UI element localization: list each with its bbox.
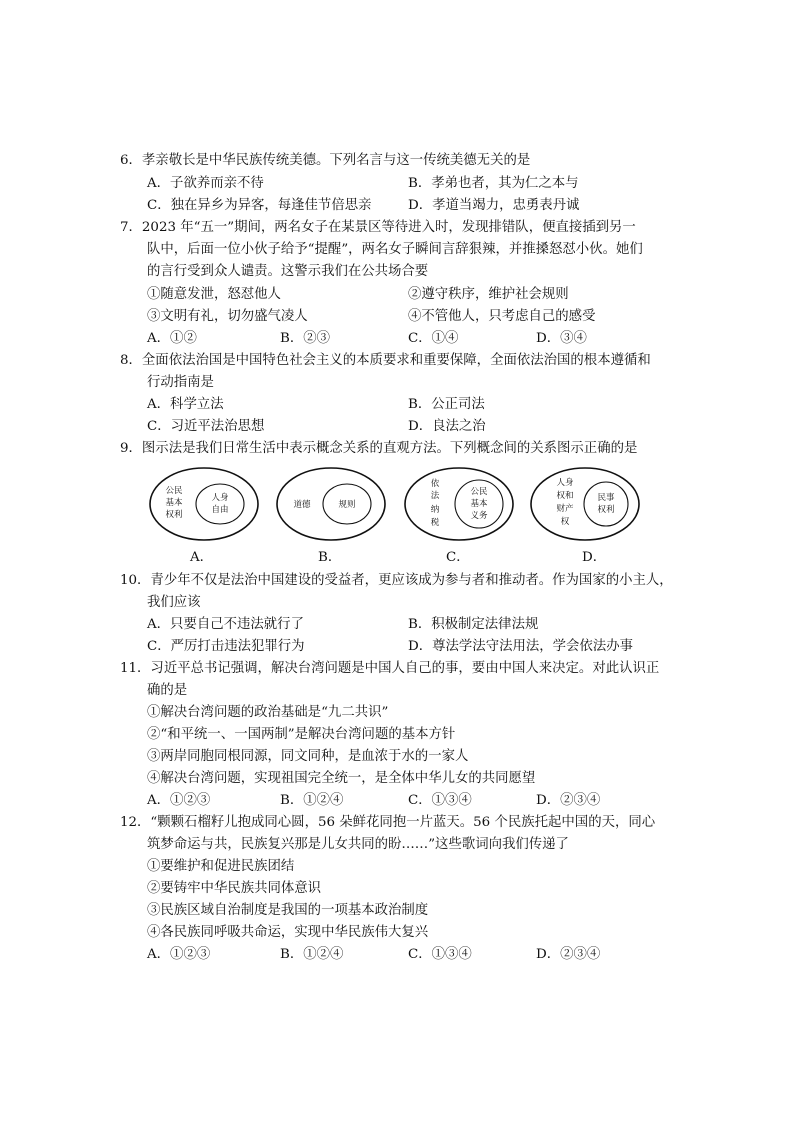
diagram-a-inner-ellipse: [196, 484, 244, 524]
question-10-stem-line-1: 10．青少年不仅是法治中国建设的受益者，更应该成为参与者和推动者。作为国家的小主人，: [120, 573, 673, 588]
question-10-stem-line-2: 我们应该: [147, 595, 201, 610]
question-7-option-d: D．③④: [536, 331, 587, 346]
question-11-option-b: B．①②④: [280, 793, 344, 808]
question-7-option-c: C．①④: [408, 331, 459, 346]
question-12-option-c: C．①③④: [408, 947, 472, 962]
diagram-d-label: D．: [582, 550, 607, 565]
diagram-a: [150, 468, 258, 540]
diagram-c-outer-line-2: 法: [430, 491, 440, 501]
question-7-stem-line-3: 的言行受到众人谴责。这警示我们在公共场合要: [147, 264, 429, 279]
question-11-option-c: C．①③④: [408, 793, 472, 808]
question-8-option-b: B．公正司法: [408, 397, 485, 412]
question-12-option-d: D．②③④: [536, 947, 601, 962]
diagram-a-inner-line-1: 人身: [211, 493, 229, 503]
diagram-b-label: B．: [318, 550, 342, 565]
question-7-statement-3: ③文明有礼，切勿盛气凌人: [147, 309, 308, 324]
question-10-option-c: C．严厉打击违法犯罪行为: [147, 639, 305, 654]
diagram-c: [405, 468, 513, 540]
question-7-statement-2: ②遵守秩序，维护社会规则: [408, 287, 569, 302]
question-7-option-a: A．①②: [147, 331, 197, 346]
question-7-stem-line-1: 7．2023 年“五一”期间，两名女子在某景区等待进入时，发现排错队，便直接插到另一: [120, 220, 636, 235]
diagram-c-outer-ellipse: [405, 468, 513, 540]
question-8-option-d: D．良法之治: [408, 419, 486, 434]
diagram-d: [531, 468, 639, 540]
question-11-stem-line-2: 确的是: [147, 683, 188, 698]
question-7-option-b: B．②③: [280, 331, 331, 346]
question-9-stem: 9．图示法是我们日常生活中表示概念关系的直观方法。下列概念间的关系图示正确的是: [120, 441, 638, 456]
question-10-option-a: A．只要自己不违法就行了: [147, 617, 304, 632]
question-12-stem-line-2: 筑梦命运与共，民族复兴那是儿女共同的盼……”这些歌词向我们传递了: [147, 837, 569, 852]
diagram-b-outer-line-1: 道德: [293, 500, 311, 510]
question-6-option-a: A．子欲养而亲不待: [147, 176, 264, 191]
diagram-a-label: A．: [190, 550, 214, 565]
diagram-c-outer-line-4: 税: [430, 518, 440, 528]
question-10-option-b: B．积极制定法律法规: [408, 617, 539, 632]
question-6-option-b: B．孝弟也者，其为仁之本与: [408, 176, 579, 191]
question-11-option-d: D．②③④: [536, 793, 601, 808]
diagram-d-inner-line-2: 权利: [597, 505, 615, 515]
diagram-d-outer-line-4: 权: [560, 517, 570, 527]
diagram-d-outer-line-2: 权和: [556, 491, 574, 501]
question-7-stem-line-2: 队中，后面一位小伙子给予“提醒”，两名女子瞬间言辞狠辣，并推搡怒怼小伙。她们: [147, 242, 643, 257]
diagram-c-inner-line-1: 公民: [470, 487, 488, 497]
diagram-d-outer-ellipse: [531, 468, 639, 540]
question-11-stem-line-1: 11．习近平总书记强调，解决台湾问题是中国人自己的事，要由中国人来决定。对此认识正: [120, 661, 660, 676]
question-7-statement-1: ①随意发泄，怒怼他人: [147, 287, 281, 302]
diagram-d-inner-line-1: 民事: [597, 493, 615, 503]
question-8-option-a: A．科学立法: [147, 397, 224, 412]
diagram-d-inner-ellipse: [584, 482, 628, 526]
question-11-statement-4: ④解决台湾问题，实现祖国完全统一，是全体中华儿女的共同愿望: [147, 771, 536, 786]
diagram-c-outer-line-1: 依: [430, 479, 440, 489]
question-10-option-d: D．尊法学法守法用法，学会依法办事: [408, 639, 633, 654]
question-7-statement-4: ④不管他人，只考虑自己的感受: [408, 309, 596, 324]
question-6-stem: 6．孝亲敬长是中华民族传统美德。下列名言与这一传统美德无关的是: [120, 153, 531, 168]
question-11-statement-2: ②“和平统一、一国两制”是解决台湾问题的基本方针: [147, 727, 456, 742]
question-8-option-c: C．习近平法治思想: [147, 419, 265, 434]
question-8-stem-line-2: 行动指南是: [147, 375, 214, 390]
diagram-c-inner-line-3: 义务: [470, 511, 488, 521]
diagram-d-outer-line-1: 人身: [556, 478, 574, 488]
question-12-statement-3: ③民族区域自治制度是我国的一项基本政治制度: [147, 903, 429, 918]
question-6-option-c: C．独在异乡为异客，每逢佳节倍思亲: [147, 198, 372, 213]
question-12-statement-4: ④各民族同呼吸共命运，实现中华民族伟大复兴: [147, 925, 429, 940]
diagram-c-label: C．: [446, 550, 470, 565]
concept-diagrams: [140, 462, 640, 546]
diagram-d-outer-line-3: 财产: [556, 504, 574, 514]
question-11-option-a: A．①②③: [147, 793, 211, 808]
diagram-b-inner-line-1: 规则: [338, 500, 356, 510]
question-6-option-d: D．孝道当竭力，忠勇表丹诚: [408, 198, 580, 213]
diagram-a-outer-line-3: 权利: [165, 510, 183, 520]
diagram-a-outer-line-1: 公民: [165, 486, 183, 496]
diagram-a-inner-line-2: 自由: [211, 505, 229, 515]
question-12-option-b: B．①②④: [280, 947, 344, 962]
question-12-stem-line-1: 12．“颗颗石榴籽儿抱成同心圆，56 朵鲜花同抱一片蓝天。56 个民族托起中国的天，同心: [120, 815, 656, 830]
question-11-statement-1: ①解决台湾问题的政治基础是“九二共识”: [147, 705, 389, 720]
diagram-b: [277, 468, 385, 540]
question-12-option-a: A．①②③: [147, 947, 211, 962]
question-8-stem-line-1: 8．全面依法治国是中国特色社会主义的本质要求和重要保障，全面依法治国的根本遵循和: [120, 353, 651, 368]
question-12-statement-1: ①要维护和促进民族团结: [147, 859, 295, 874]
diagram-c-inner-line-2: 基本: [470, 499, 488, 509]
diagram-c-outer-line-3: 纳: [430, 505, 440, 515]
question-12-statement-2: ②要铸牢中华民族共同体意识: [147, 881, 322, 896]
question-11-statement-3: ③两岸同胞同根同源，同文同种，是血浓于水的一家人: [147, 749, 469, 764]
diagram-a-outer-line-2: 基本: [165, 498, 183, 508]
